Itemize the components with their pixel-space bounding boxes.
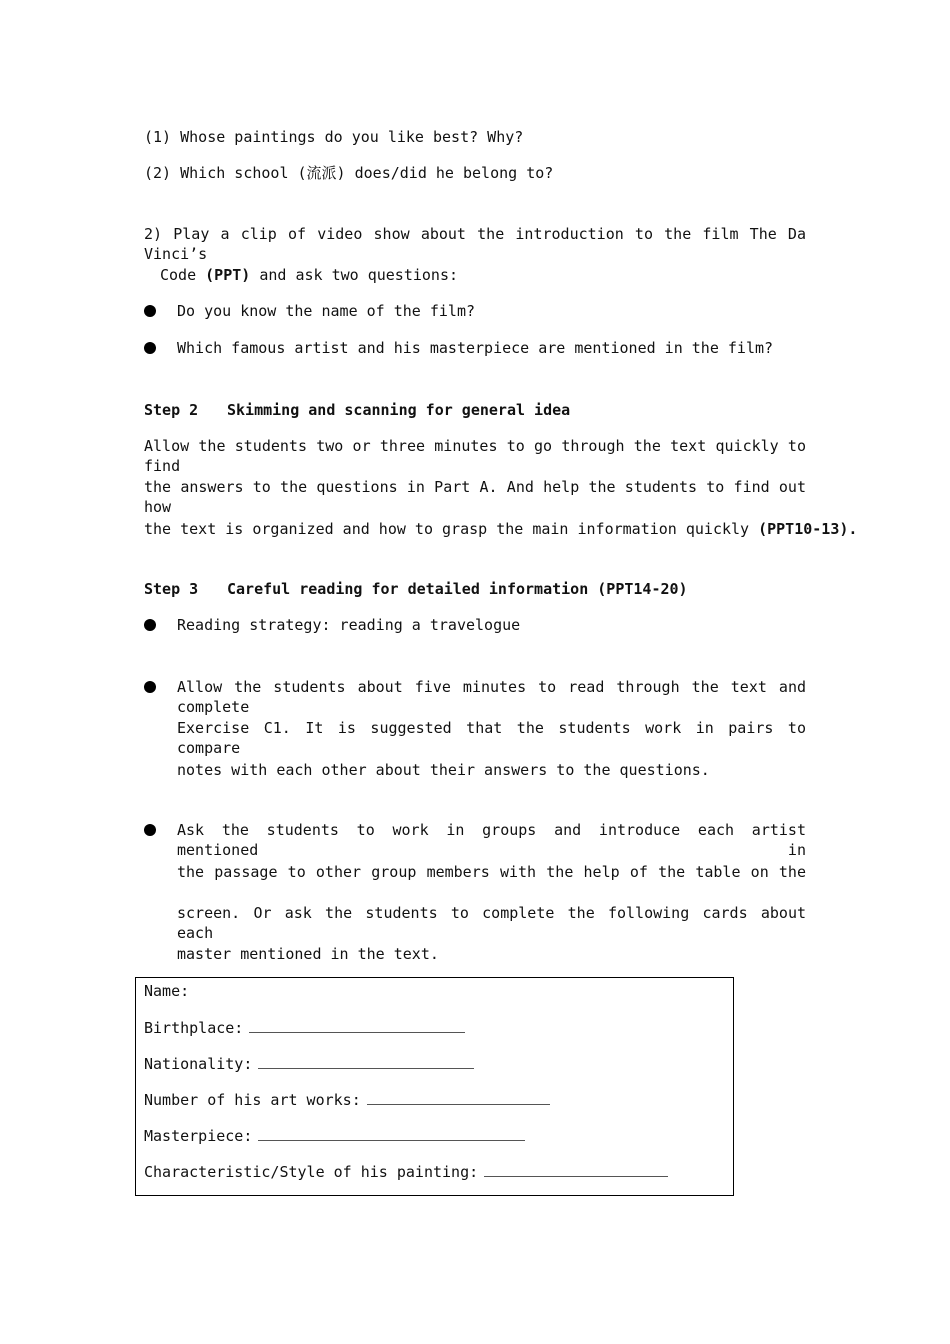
bullet-icon xyxy=(144,681,156,693)
step2-line-2: the answers to the questions in Part A. And help the students to find out how xyxy=(144,478,806,516)
masterpiece-blank[interactable] xyxy=(258,1125,525,1141)
card-works-label: Number of his art works: xyxy=(144,1091,361,1109)
item2-ppt-label: (PPT) xyxy=(205,266,251,284)
card-birthplace-label: Birthplace: xyxy=(144,1019,244,1037)
item2-line-2-text-b: and ask two questions: xyxy=(250,266,459,284)
card-nationality xyxy=(144,1053,474,1074)
step2-line-1: Allow the students two or three minutes to go through the text quickly to find xyxy=(144,437,806,475)
bullet-icon xyxy=(144,342,156,354)
bullet-icon xyxy=(144,824,156,836)
card-name-label: Name: xyxy=(144,982,190,1000)
step3-label: Step 3 xyxy=(144,580,199,598)
works-blank[interactable] xyxy=(367,1089,550,1105)
step3-bullet-3-line-2: the passage to other group members with the help of the table on the xyxy=(177,863,806,881)
question-1: (1) Whose paintings do you like best? Why? xyxy=(144,128,524,146)
item2-line-2 xyxy=(160,265,458,285)
question-2: (2) Which school (流派) does/did he belong to? xyxy=(144,164,554,182)
step2-ppt-label: (PPT10-13). xyxy=(758,520,858,538)
card-style xyxy=(144,1161,668,1182)
card-masterpiece xyxy=(144,1125,525,1146)
card-works xyxy=(144,1089,550,1110)
card-style-label: Characteristic/Style of his painting: xyxy=(144,1163,479,1181)
nationality-blank[interactable] xyxy=(258,1053,474,1069)
step2-title: Skimming and scanning for general idea xyxy=(227,401,571,419)
item2-line-1: 2) Play a clip of video show about the introduction to the film The Da Vinci’s xyxy=(144,225,806,263)
card-birthplace xyxy=(144,1017,465,1038)
step2-line-3-text: the text is organized and how to grasp the main information quickly xyxy=(144,520,759,538)
step3-bullet-3-line-3: screen. Or ask the students to complete the following cards about each xyxy=(177,904,806,942)
item2-bullet-2: Which famous artist and his masterpiece are mentioned in the film? xyxy=(177,339,774,357)
card-nationality-label: Nationality: xyxy=(144,1055,253,1073)
step3-bullet-2-line-3: notes with each other about their answers to the questions. xyxy=(177,761,710,779)
bullet-icon xyxy=(144,305,156,317)
style-blank[interactable] xyxy=(484,1161,668,1177)
step2-line-3 xyxy=(144,519,857,539)
card-masterpiece-label: Masterpiece: xyxy=(144,1127,253,1145)
step3-bullet-2-line-1: Allow the students about five minutes to read through the text and complete xyxy=(177,678,806,716)
bullet-icon xyxy=(144,619,156,631)
item2-line-2-text-a: Code xyxy=(160,266,206,284)
step3-bullet-1: Reading strategy: reading a travelogue xyxy=(177,616,521,634)
step2-label: Step 2 xyxy=(144,401,199,419)
item2-bullet-1: Do you know the name of the film? xyxy=(177,302,476,320)
step3-title: Careful reading for detailed information (PPT14-20) xyxy=(227,580,688,598)
birthplace-blank[interactable] xyxy=(249,1017,465,1033)
step3-bullet-2-line-2: Exercise C1. It is suggested that the students work in pairs to compare xyxy=(177,719,806,757)
step3-bullet-3-line-4: master mentioned in the text. xyxy=(177,945,439,963)
step3-bullet-3-line-1: Ask the students to work in groups and introduce each artist mentioned in xyxy=(177,821,806,859)
